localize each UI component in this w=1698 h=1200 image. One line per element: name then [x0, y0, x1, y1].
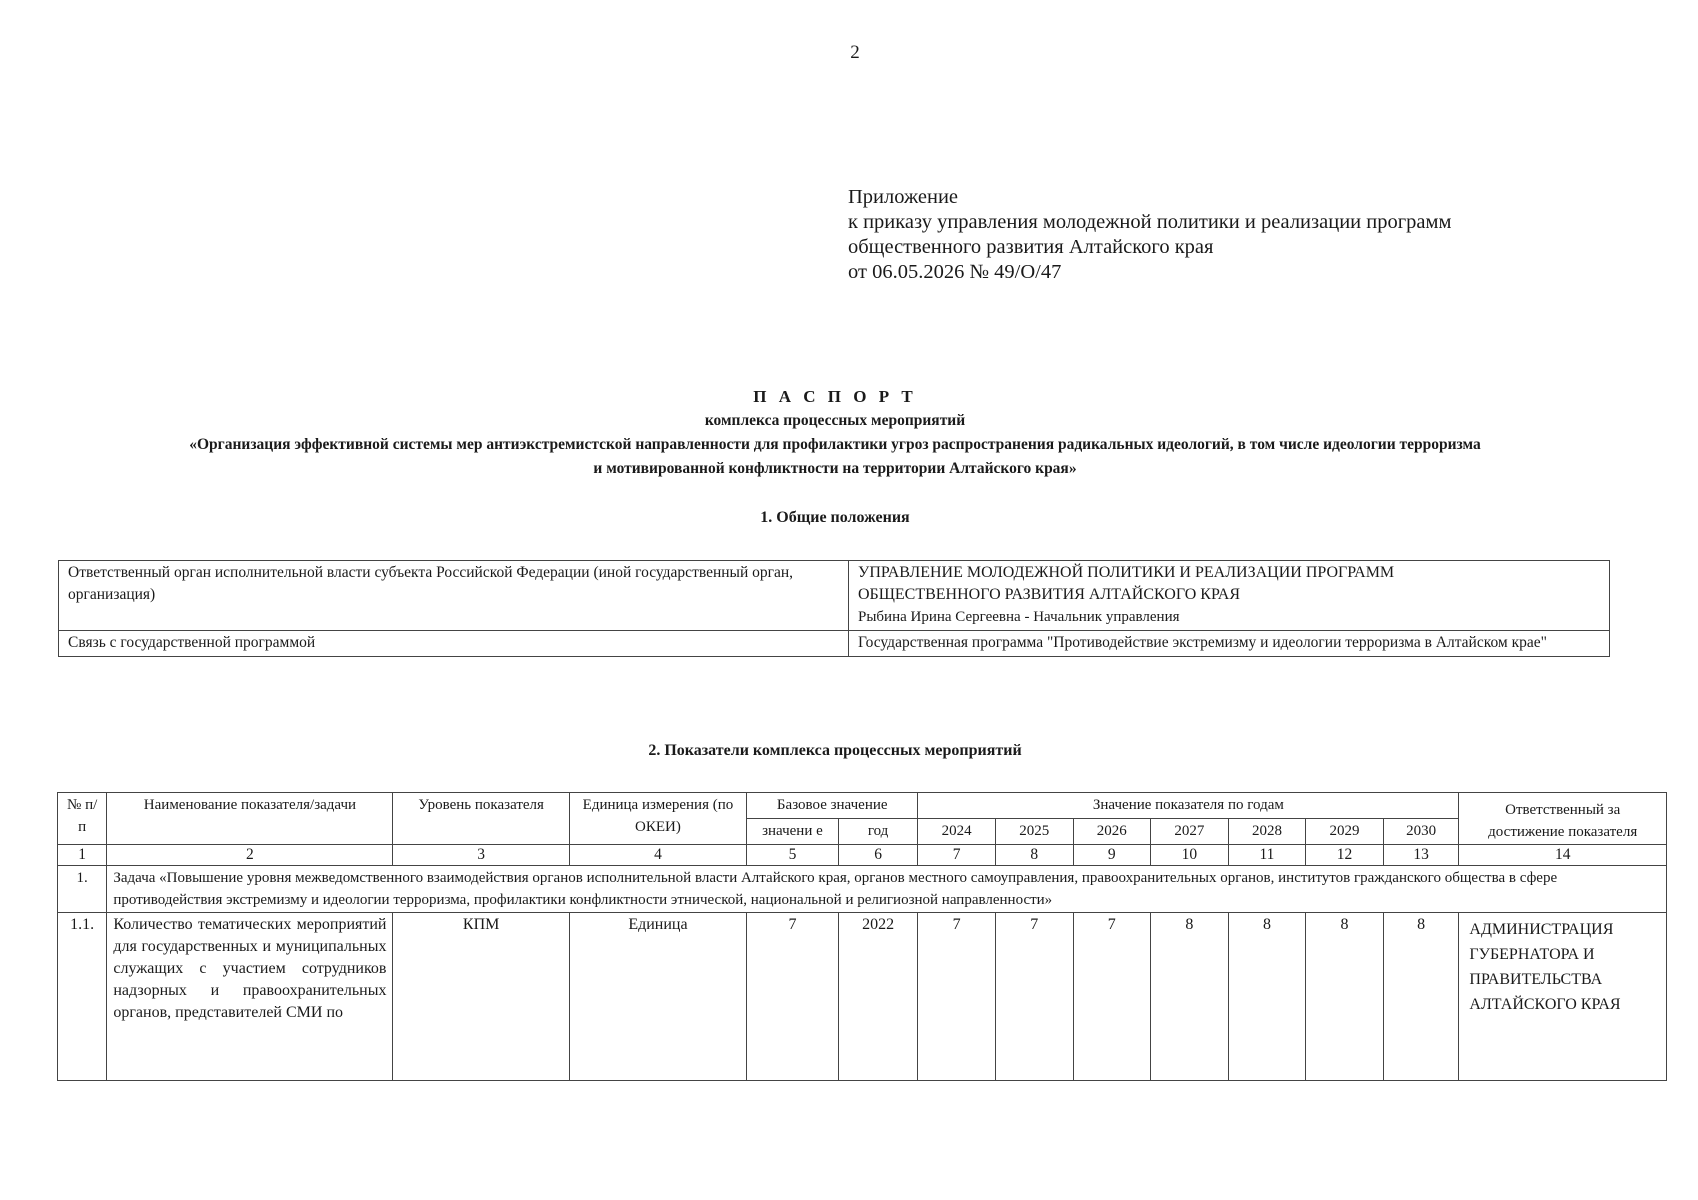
indicator-value: 8 [1151, 913, 1229, 1081]
passport-name-line: «Организация эффективной системы мер антиэкстремистской направленности для профилактики угроз распространения радикальных идеологий, в том числе идеологии терроризма [189, 436, 1481, 453]
appendix-block [848, 185, 1451, 285]
indicator-name: Количество тематических мероприятий для государственных и муниципальных служащих с участием сотрудников надзорных и правоохранительных органов, представителей СМИ по [107, 913, 393, 1081]
indicator-base-value: 7 [747, 913, 839, 1081]
table-row [59, 631, 1610, 657]
indicator-responsible: АДМИНИСТРАЦИЯ ГУБЕРНАТОРА И ПРАВИТЕЛЬСТВА АЛТАЙСКОГО КРАЯ [1459, 913, 1667, 1081]
indicator-level: КПМ [393, 913, 569, 1081]
indicator-value: 7 [918, 913, 996, 1081]
column-number-row [58, 845, 1667, 866]
row-label: Ответственный орган исполнительной власти субъекта Российской Федерации (иной государственный орган, организация) [59, 561, 849, 631]
header-level: Уровень показателя [393, 793, 569, 845]
header-year: 2027 [1151, 819, 1229, 845]
passport-name-line: и мотивированной конфликтности на территории Алтайского края» [593, 460, 1077, 477]
header-year: 2024 [918, 819, 996, 845]
column-number: 13 [1383, 845, 1459, 866]
header-row [58, 793, 1667, 819]
column-number: 6 [838, 845, 918, 866]
column-number: 14 [1459, 845, 1667, 866]
header-unit: Единица измерения (по ОКЕИ) [569, 793, 746, 845]
header-year: 2028 [1228, 819, 1306, 845]
section1-heading: 1. Общие положения [760, 509, 910, 526]
responsible-body-line: УПРАВЛЕНИЕ МОЛОДЕЖНОЙ ПОЛИТИКИ И РЕАЛИЗАЦИИ ПРОГРАММ [858, 564, 1395, 581]
header-base-value: значени е [747, 819, 839, 845]
appendix-line: общественного развития Алтайского края [848, 236, 1214, 258]
header-name: Наименование показателя/задачи [107, 793, 393, 845]
general-provisions-table [58, 560, 1610, 657]
indicator-base-year: 2022 [838, 913, 918, 1081]
responsible-body-line: ОБЩЕСТВЕННОГО РАЗВИТИЯ АЛТАЙСКОГО КРАЯ [858, 586, 1241, 603]
column-number: 3 [393, 845, 569, 866]
column-number: 2 [107, 845, 393, 866]
passport-subtitle: комплекса процессных мероприятий [704, 412, 966, 429]
header-by-years: Значение показателя по годам [918, 793, 1459, 819]
column-number: 10 [1151, 845, 1229, 866]
column-number: 1 [58, 845, 107, 866]
indicator-value: 8 [1306, 913, 1384, 1081]
page-number: 2 [850, 42, 860, 63]
task-row [58, 866, 1667, 913]
indicators-table [57, 792, 1667, 1081]
indicator-unit: Единица [569, 913, 746, 1081]
appendix-order-date: от 06.05.2026 № 49/О/47 [848, 261, 1062, 283]
indicator-value: 7 [995, 913, 1073, 1081]
header-year: 2029 [1306, 819, 1384, 845]
column-number: 4 [569, 845, 746, 866]
header-num: № п/п [58, 793, 107, 845]
column-number: 11 [1228, 845, 1306, 866]
header-responsible: Ответственный за достижение показателя [1459, 793, 1667, 845]
passport-title: П А С П О Р Т [753, 387, 917, 406]
header-base-year: год [838, 819, 918, 845]
section2-heading: 2. Показатели комплекса процессных мероприятий [648, 742, 1022, 759]
indicator-row [58, 913, 1667, 1081]
indicator-value: 8 [1228, 913, 1306, 1081]
responsible-person: Рыбина Ирина Сергеевна - Начальник управления [858, 609, 1180, 625]
indicator-value: 8 [1383, 913, 1459, 1081]
task-number: 1. [58, 866, 107, 913]
header-year: 2030 [1383, 819, 1459, 845]
table-row [59, 561, 1610, 631]
column-number: 9 [1073, 845, 1151, 866]
header-year: 2025 [995, 819, 1073, 845]
header-year: 2026 [1073, 819, 1151, 845]
task-text: Задача «Повышение уровня межведомственного взаимодействия органов исполнительной власти Алтайского края, органов местного самоуправления, правоохранительных органов, институтов гражданского общества в сфере противодействия экстремизму и идеологии терроризма, профилактики конфликтности этнической, национальной и религиозной направленности» [107, 866, 1667, 913]
indicator-number: 1.1. [58, 913, 107, 1081]
row-value [849, 561, 1610, 631]
column-number: 12 [1306, 845, 1384, 866]
column-number: 7 [918, 845, 996, 866]
header-base: Базовое значение [747, 793, 918, 819]
row-label: Связь с государственной программой [59, 631, 849, 657]
column-number: 8 [995, 845, 1073, 866]
appendix-line: Приложение [848, 186, 959, 208]
passport-heading [0, 385, 1670, 481]
column-number: 5 [747, 845, 839, 866]
row-value: Государственная программа "Противодействие экстремизму и идеологии терроризма в Алтайском крае" [849, 631, 1610, 657]
appendix-line: к приказу управления молодежной политики и реализации программ [848, 211, 1452, 233]
indicator-value: 7 [1073, 913, 1151, 1081]
